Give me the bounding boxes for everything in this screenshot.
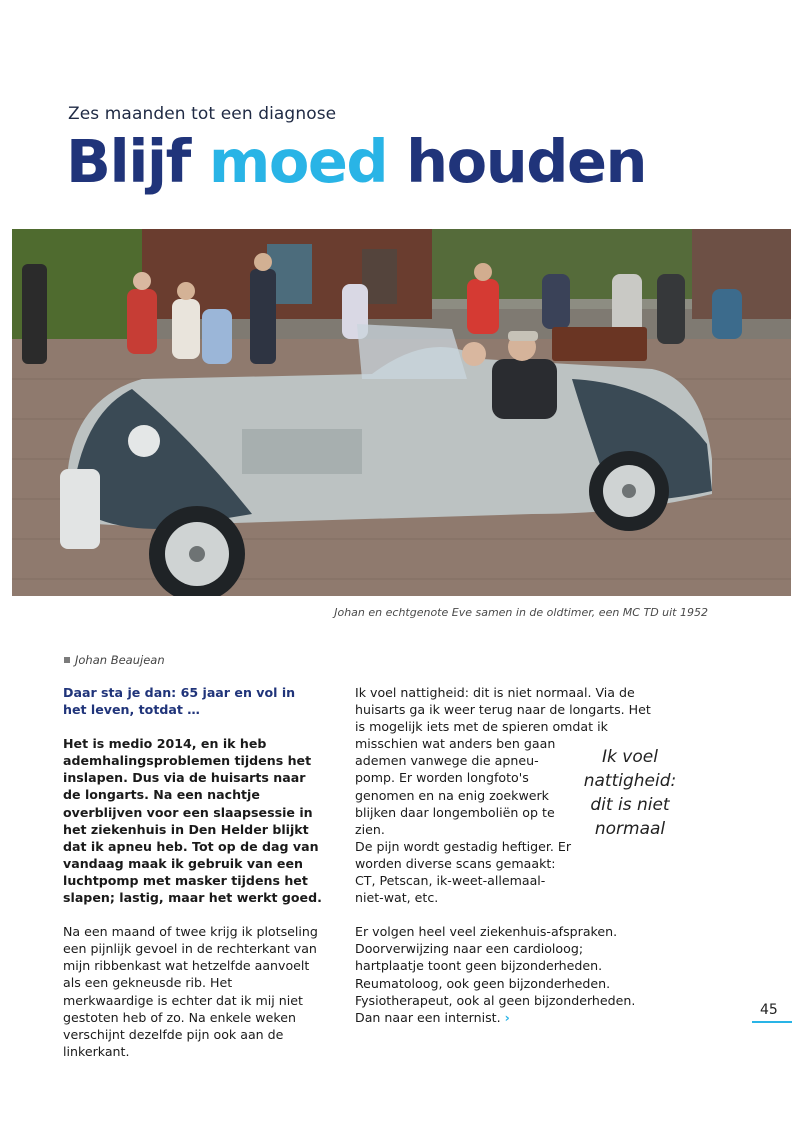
title-word-3: houden (406, 127, 646, 196)
page-number-rule (752, 1021, 792, 1023)
title-word-2: moed (208, 127, 388, 196)
body-paragraph: misschien wat anders ben gaan ademen vanwege die apneu-pomp. Er worden longfoto's genomen en na enig zoekwerk blijken daar longemboliën op te zien. (355, 736, 556, 837)
body-paragraph: Ik voel nattigheid: dit is niet normaal. Via de huisarts ga ik weer terug naar de longarts. Het is mogelijk iets met de spieren omdat ik (355, 685, 651, 735)
body-text: Er volgen heel veel ziekenhuis-afspraken. Doorverwijzing naar een cardioloog; hartplaatje toont geen bijzonderheden. Reumatoloog, ook geen bijzonderheden. Fysiotherapeut, ook al geen bijzonderheden. Dan naar een internist. (355, 924, 636, 1025)
body-paragraph: Na een maand of twee krijg ik plotseling een pijnlijk gevoel in de rechterkant van mijn ribbenkast wat hetzelfde aanvoelt als een gekneusde rib. Het merkwaardige is echter dat ik mij niet gestoten heb of zo. Na enkele weken verschijnt dezelfde pijn ook aan de linkerkant. (63, 924, 318, 1059)
pull-quote: Ik voel nattigheid: dit is niet normaal (583, 747, 677, 839)
author-name: Johan Beaujean (75, 653, 165, 667)
page-title (66, 128, 646, 196)
photo-caption: Johan en echtgenote Eve samen in de oldtimer, een MC TD uit 1952 (334, 606, 708, 619)
continue-arrow-icon: › (504, 1009, 510, 1025)
article-photo (12, 229, 791, 596)
intro-paragraph: Het is medio 2014, en ik heb ademhalingsproblemen tijdens het inslapen. Dus via de huisarts naar de longarts. Na een nachtje overblijven voor een slaapsessie in het ziekenhuis in Den Helder blijkt dat ik apneu heb. Tot op de dag van vandaag maak ik gebruik van een luchtpomp met masker tijdens het slapen; lastig, maar het werkt goed. (63, 736, 322, 906)
article-column-1 (63, 684, 323, 1060)
byline (64, 653, 165, 667)
lead-paragraph: Daar sta je dan: 65 jaar en vol in het leven, totdat … (63, 685, 296, 718)
kicker: Zes maanden tot een diagnose (68, 104, 337, 124)
title-word-1: Blijf (66, 127, 190, 196)
article-column-2 (355, 684, 655, 1026)
body-paragraph: De pijn wordt gestadig heftiger. Er worden diverse scans gemaakt: CT, Petscan, ik-weet-allemaal-niet-wat, etc. (355, 838, 572, 906)
body-paragraph (355, 923, 655, 1026)
byline-bullet-icon (64, 657, 70, 663)
page-number: 45 (760, 1002, 778, 1018)
